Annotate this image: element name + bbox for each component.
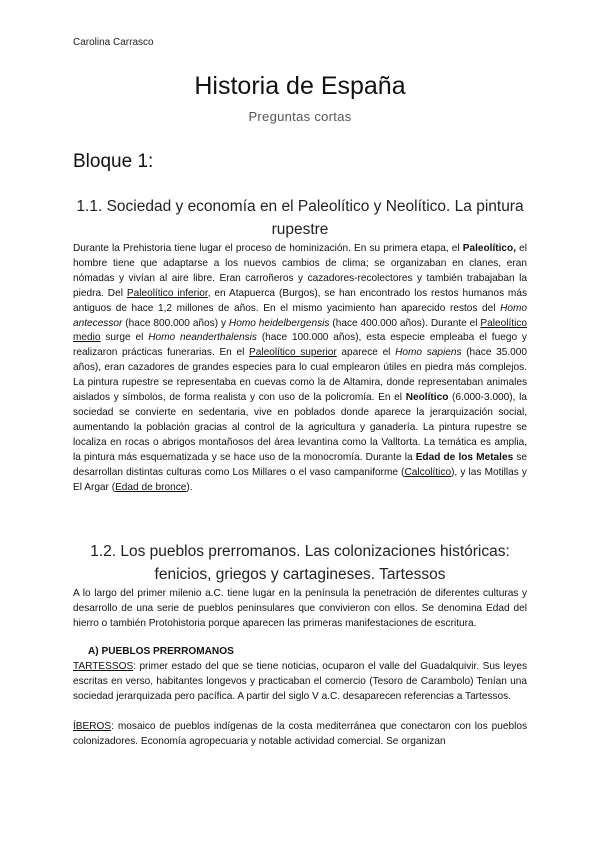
section-1-1-paragraph (73, 242, 527, 495)
term-paleolitico-medio: Paleolítico medio (73, 317, 527, 344)
text-segment: : primer estado del que se tiene noticias, ocuparon el valle del Guadalquivir. Sus leyes escritas en verso, habitantes longevos y practicaban el comercio (Tesoro de Carambolo) Tenían una sociedad jerarquizada pero pacífica. A partir del siglo V a.C. desaparecen referencias a Tartessos. (73, 661, 527, 702)
author-name: Carolina Carrasco (73, 37, 154, 48)
text-segment: (hace 35.000 años), eran cazadores de grandes especies para lo cual emplearon útiles en piedra más complejos. La pintura rupestre se representaba en cuevas como la de Altamira, donde representaban animales aislados y símbolos, de forma realista y con uso de la policromía. En el (73, 347, 527, 404)
text-segment: ), y las Motillas y El Argar ( (73, 466, 527, 493)
term-neolitico: Neolítico (405, 392, 449, 404)
block-title: Bloque 1: (73, 151, 154, 172)
term-paleolitico: Paleolítico, (462, 243, 517, 254)
text-segment: (6.000-3.000), la sociedad se convierte en sedentaria, vive en poblados donde aparece la jerarquización social, aumentando la población gracias al control de la agricultura y ganadería. La pintura rupestre se localiza en rocas o abrigos montañosos del área levantina como la Valltorta. La temática es amplia, la pintura más esquematizada y se hace uso de la monocromía. Durante la (73, 392, 527, 463)
term-homo-antecessor: Homo antecessor (73, 302, 527, 329)
text-segment: surge el (100, 332, 149, 344)
text-segment: : mosaico de pueblos indígenas de la costa mediterránea que conectaron con los pueblos colonizadores. Economía agropecuaria y notable actividad comercial. Se organizan (73, 721, 527, 747)
term-tartessos: TARTESSOS (73, 661, 134, 672)
term-edad-de-los-metales: Edad de los Metales (415, 451, 514, 463)
text-segment: , en Atapuerca (Burgos), se han encontrado los restos humanos más antiguos de hace 1,2 millones de años. En el mismo yacimiento han aparecido restos del (73, 287, 527, 314)
text-segment: (hace 800.000 años) y (122, 317, 229, 329)
term-iberos: ÍBEROS (73, 721, 112, 732)
term-edad-de-bronce: Edad de bronce (115, 481, 187, 493)
text-segment: (hace 100.000 años), esta especie empleaba el fuego y realizaron prácticas funerarias. En el (73, 332, 527, 359)
term-homo-sapiens: Homo sapiens (395, 347, 462, 359)
term-calcolitico: Calcolítico (404, 466, 452, 478)
document-title: Historia de España (194, 72, 406, 100)
term-paleolitico-inferior: Paleolítico inferior (126, 287, 208, 299)
document-subtitle: Preguntas cortas (248, 109, 352, 124)
text-segment: se desarrollan distintas culturas como Los Millares o el vaso campaniforme ( (73, 451, 528, 478)
section-1-2-heading: 1.2. Los pueblos prerromanos. Las colonizaciones históricas: fenicios, griegos y cartagineses. Tartessos (90, 543, 510, 583)
tartessos-paragraph (73, 660, 527, 705)
text-segment: Durante la Prehistoria tiene lugar el proceso de hominización. En su primera etapa, el (73, 243, 463, 254)
section-1-2-intro: A lo largo del primer milenio a.C. tiene lugar en la península la penetración de diferentes culturas y desarrollo de una serie de pueblos peninsulares que convivieron con ellos. Se denomina Edad del hierro o también Protohistoria porque aparecen las primeras manifestaciones de escritura. (73, 588, 527, 629)
term-homo-neanderthalensis: Homo neanderthalensis (148, 332, 257, 344)
subheading-pueblos-prerromanos: A) PUEBLOS PRERROMANOS (88, 646, 234, 657)
iberos-paragraph (73, 720, 527, 750)
text-segment: aparece el (336, 347, 396, 359)
section-1-1-heading: 1.1. Sociedad y economía en el Paleolítico y Neolítico. La pintura rupestre (76, 198, 524, 238)
text-segment: (hace 400.000 años). Durante el (329, 317, 481, 329)
term-paleolitico-superior: Paleolítico superior (249, 347, 337, 359)
text-segment: el hombre tiene que adaptarse a los nuevos cambios de clima; se organizaban en clanes, eran nómadas y vivían al aire libre. Eran carroñeros y cazadores-recolectores y también trabajaban la piedra. Del (73, 243, 527, 299)
text-segment: ). (186, 481, 193, 493)
term-homo-heidelbergensis: Homo heidelbergensis (228, 317, 330, 329)
